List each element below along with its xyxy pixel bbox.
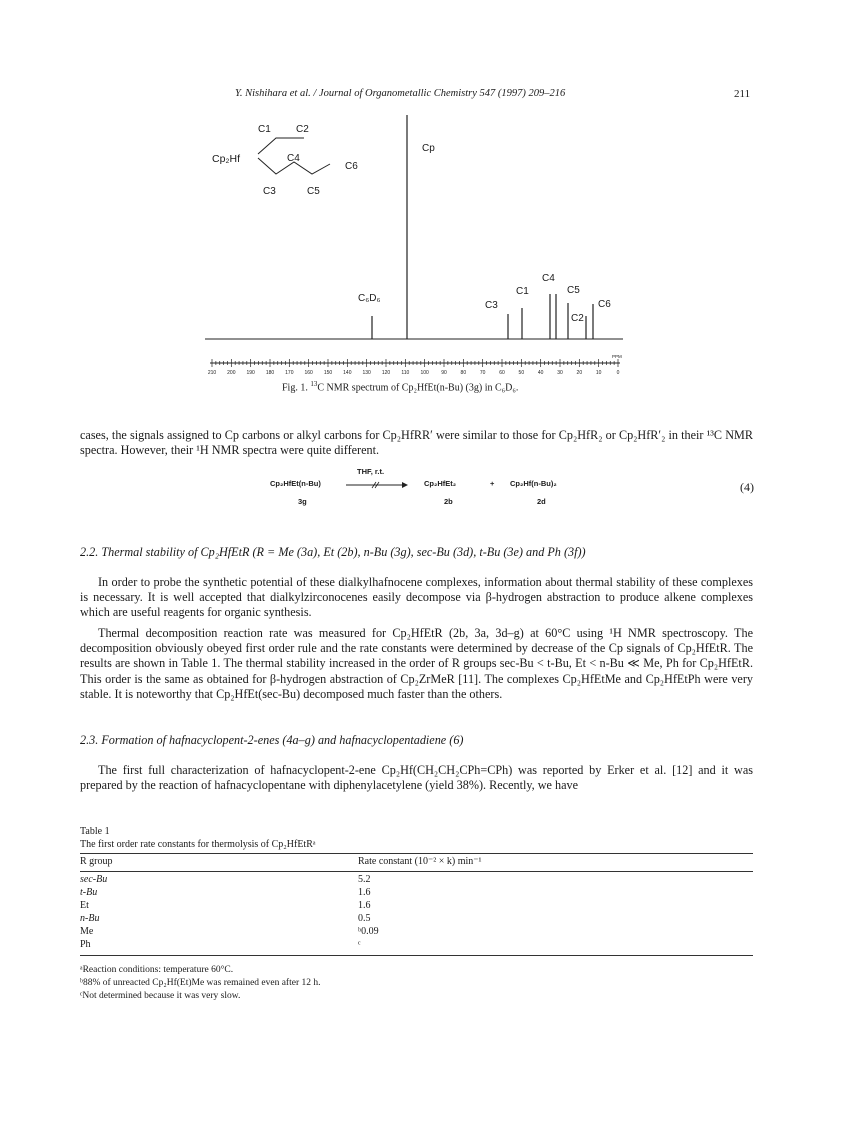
page-number: 211	[734, 88, 751, 100]
ppm-axis-tick-labels	[208, 370, 620, 376]
structure-label-c2: C2	[296, 124, 309, 135]
table-header-rule	[80, 871, 753, 872]
ppm-tick-label: 80	[460, 370, 467, 376]
table-cell-r-group: t-Bu	[80, 887, 98, 898]
reaction-product-1: Cp₂HfEt₂	[424, 479, 457, 488]
running-header-citation: Y. Nishihara et al. / Journal of Organometallic Chemistry 547 (1997) 209–216	[235, 88, 566, 99]
table-cell-r-group: Me	[80, 926, 94, 937]
table-cell-rate: 0.5	[358, 913, 371, 924]
figure-caption	[282, 380, 518, 393]
table-footnote-a: ᵃReaction conditions: temperature 60°C.	[80, 965, 234, 975]
caption-prefix: Fig. 1.	[282, 382, 311, 394]
reaction-reactant: Cp₂HfEt(n-Bu)	[270, 479, 321, 488]
table-title: The first order rate constants for thermolysis of Cp₂HfEtRᵃ	[80, 839, 316, 850]
ppm-tick-label: 200	[227, 370, 236, 376]
ppm-tick-label: 210	[207, 370, 217, 376]
ppm-tick-label: 40	[537, 370, 544, 376]
table-cell-rate: 1.6	[358, 887, 371, 898]
structure-label-c5: C5	[307, 186, 320, 197]
ppm-tick-label: 160	[304, 370, 313, 376]
peak-label-c6d6: C₆D₆	[358, 293, 381, 304]
ppm-tick-label: 90	[441, 370, 447, 376]
ppm-tick-label: 110	[401, 370, 410, 376]
spectrum-peaks	[372, 115, 593, 339]
table-footnote-c: ᶜNot determined because it was very slow.	[80, 991, 241, 1001]
table-cell-r-group: Et	[80, 900, 89, 911]
ppm-tick-label: 180	[265, 370, 275, 376]
ppm-tick-label: 30	[557, 370, 563, 376]
reactant-compound-label: 3g	[298, 497, 307, 506]
ppm-tick-label: 100	[420, 370, 429, 376]
ppm-tick-label: 120	[381, 370, 391, 376]
peak-label-c2: C2	[571, 313, 584, 324]
ppm-tick-label: 20	[576, 370, 583, 376]
table-cell-rate: ᵇ0.09	[358, 926, 379, 937]
table-header-r-group: R group	[80, 856, 113, 867]
table-cell-r-group: sec-Bu	[80, 874, 108, 885]
caption-text: C NMR spectrum of Cp₂HfEt(n-Bu) (3g) in C₆D₆.	[317, 382, 519, 394]
ppm-tick-label: 140	[343, 370, 352, 376]
peak-label-c1: C1	[516, 286, 529, 297]
product-1-compound-label: 2b	[444, 497, 453, 506]
structure-label-c4: C4	[287, 153, 300, 164]
table-footnote-b: ᵇ88% of unreacted Cp₂Hf(Et)Me was remained even after 12 h.	[80, 978, 321, 988]
reaction-arrow	[346, 479, 408, 491]
table-cell-rate: 1.6	[358, 900, 371, 911]
section-2-2-heading: 2.2. Thermal stability of Cp₂HfEtR (R = Me (3a), Et (2b), n-Bu (3g), sec-Bu (3d), t-Bu (3e) and Ph (3f))	[80, 545, 586, 559]
equation-number: (4)	[740, 480, 754, 494]
structure-label-c3: C3	[263, 186, 276, 197]
ppm-tick-label: 170	[285, 370, 294, 376]
ppm-tick-label: 130	[362, 370, 371, 376]
reaction-product-2: Cp₂Hf(n-Bu)₂	[510, 479, 557, 488]
reaction-conditions: THF, r.t.	[357, 467, 385, 476]
ppm-tick-label: 150	[323, 370, 333, 376]
ppm-tick-label: 60	[499, 370, 505, 376]
ppm-tick-label: 190	[246, 370, 255, 376]
structure-label-cp2hf: Cp₂Hf	[212, 153, 240, 165]
paragraph-continued: cases, the signals assigned to Cp carbons or alkyl carbons for Cp₂HfRR′ were similar to those for Cp₂HfR₂ or Cp₂HfR′₂ in their ¹³C NMR spectra. However, their ¹H NMR spectra were quite different.	[80, 428, 753, 458]
section-2-3-heading: 2.3. Formation of hafnacyclopent-2-enes (4a–g) and hafnacyclopentadiene (6)	[80, 733, 464, 747]
table-number: Table 1	[80, 826, 110, 837]
nmr-figure	[200, 110, 640, 376]
structure-label-c6: C6	[345, 161, 358, 172]
ppm-tick-label: 70	[479, 370, 486, 376]
table-top-rule	[80, 853, 753, 854]
table-bottom-rule	[80, 955, 753, 956]
table-cell-r-group: Ph	[80, 939, 91, 950]
table-cell-rate: 5.2	[358, 874, 371, 885]
table-cell-r-group: n-Bu	[80, 913, 100, 924]
peak-label-c6: C6	[598, 299, 611, 310]
ppm-tick-label: 50	[518, 370, 525, 376]
ppm-axis-unit: PPM	[612, 354, 622, 359]
reaction-plus: +	[490, 479, 495, 488]
product-2-compound-label: 2d	[537, 497, 546, 506]
caption-superscript: 13	[310, 380, 318, 388]
section-2-2-paragraph-1: In order to probe the synthetic potential of these dialkylhafnocene complexes, information about thermal stability of these complexes is necessary. It is well accepted that dialkylzirconocenes easily decompose via β-hydrogen abstraction to produce alkene complexes which are useful reagents for organic synthesis.	[80, 575, 753, 620]
peak-label-c4: C4	[542, 273, 555, 284]
section-2-2-paragraph-2: Thermal decomposition reaction rate was measured for Cp₂HfEtR (2b, 3a, 3d–g) at 60°C using ¹H NMR spectroscopy. The decomposition obviously obeyed first order rule and the rate constants were determined by decrease of the Cp signals of Cp₂HfEtR. The results are shown in Table 1. The thermal stability increased in the order of R groups sec-Bu < t-Bu, Et < n-Bu ≪ Me, Ph for Cp₂HfEtR. This order is the same as obtained for β-hydrogen abstraction of Cp₂ZrMeR [11]. The complexes Cp₂HfEtMe and Cp₂HfEtPh were very stable. It is noteworthy that Cp₂HfEt(sec-Bu) decomposed much faster than the others.	[80, 626, 753, 701]
peak-label-cp: Cp	[422, 143, 435, 154]
section-2-3-paragraph-1: The first full characterization of hafnacyclopent-2-ene Cp₂Hf(CH₂CH₂CPh=CPh) was reported by Erker et al. [12] and it was prepared by the reaction of hafnacyclopentane with diphenylacetylene (yield 38%). Recently, we have	[80, 763, 753, 793]
nmr-spectrum-graphic	[200, 110, 640, 376]
ppm-tick-label: 10	[595, 370, 602, 376]
table-cell-rate: ᶜ	[358, 939, 361, 950]
ppm-tick-label: 0	[616, 370, 620, 376]
peak-label-c5: C5	[567, 285, 580, 296]
peak-label-c3: C3	[485, 300, 498, 311]
table-header-rate-constant: Rate constant (10⁻² × k) min⁻¹	[358, 856, 482, 867]
structure-label-c1: C1	[258, 124, 271, 135]
